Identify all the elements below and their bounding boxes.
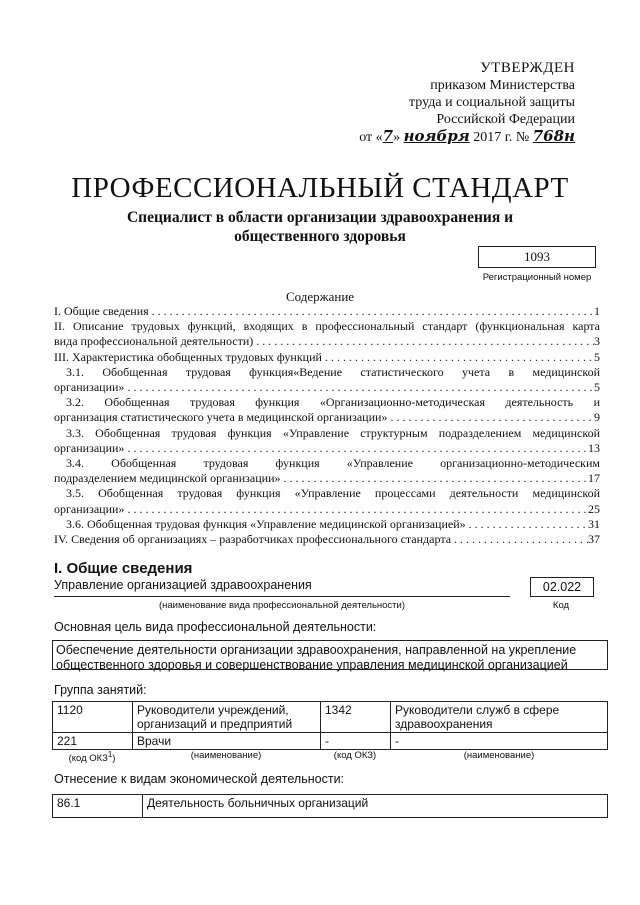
toc-title: Содержание (285, 289, 355, 304)
toc-item[interactable]: 3.5. Обобщенная трудовая функция «Управление процессами деятельности медицинской (66, 486, 600, 501)
toc-item[interactable]: организации» . . . 25 (54, 502, 600, 517)
toc-item[interactable]: 3.3. Обобщенная трудовая функция «Управление структурным подразделением медицинской (66, 425, 600, 440)
table-row (53, 702, 608, 733)
code-caption: Код (552, 600, 570, 611)
document-title: ПРОФЕССИОНАЛЬНЫЙ СТАНДАРТ (71, 172, 569, 204)
toc-item[interactable]: подразделением медицинской организации» . . . 17 (54, 471, 600, 486)
approval-heading: УТВЕРЖДЕН (480, 60, 575, 76)
okved-name: Деятельность больничных организаций (143, 795, 608, 818)
goal-label: Основная цель вида профессиональной деятельности: (54, 620, 377, 634)
table-row (53, 733, 608, 750)
toc-item[interactable]: IV. Сведения об организациях – разработчиках профессионального стандарта . . . 37 (54, 532, 600, 547)
table-of-contents (54, 304, 600, 547)
registration-number: 1093 (478, 246, 596, 268)
table-row (53, 795, 608, 818)
occupation-name: Руководители служб в сфере здравоохранения (391, 702, 608, 733)
occupation-name: - (391, 733, 608, 750)
section-heading: I. Общие сведения (54, 560, 193, 577)
econ-table (52, 794, 608, 818)
toc-item[interactable]: организации» . . . 5 (54, 380, 600, 395)
toc-item[interactable]: II. Описание трудовых функций, входящих в профессиональный стандарт (функциональная карта (54, 319, 600, 334)
activity-caption: (наименование вида профессиональной деятельности) (158, 600, 406, 611)
toc-item[interactable]: I. Общие сведения . . . 1 (54, 304, 600, 319)
document-subtitle: Специалист в области организации здравоохранения и общественного здоровья (126, 209, 514, 245)
activity-underline (54, 596, 510, 597)
okz-code: 1342 (321, 702, 391, 733)
approval-month: ноября (403, 127, 470, 145)
approval-date: от «7» ноября 2017 г. № 768н (359, 127, 575, 145)
okz-code: - (321, 733, 391, 750)
goal-box: Обеспечение деятельности организации здравоохранения, направленной на укрепление общественного здоровья и совершенствование управления медицинской организацией (52, 640, 608, 670)
approval-line: приказом Министерства (430, 78, 575, 93)
okz-code: 221 (53, 733, 133, 750)
occupation-name: Врачи (133, 733, 321, 750)
approval-day: 7 (382, 127, 394, 145)
toc-item[interactable]: организации» . . . 13 (54, 441, 600, 456)
okz-code: 1120 (53, 702, 133, 733)
toc-item[interactable]: 3.4. Обобщенная трудовая функция «Управление организационно-методическим (66, 456, 600, 471)
activity-code: 02.022 (530, 577, 594, 597)
registration-label: Регистрационный номер (482, 272, 592, 283)
group-label: Группа занятий: (54, 683, 147, 697)
occupations-table (52, 701, 608, 750)
toc-item[interactable]: 3.1. Обобщенная трудовая функция«Ведение статистического учета в медицинской (66, 364, 600, 379)
approval-number: 768н (532, 127, 575, 145)
toc-item[interactable]: III. Характеристика обобщенных трудовых функций . . . 5 (54, 350, 600, 365)
approval-line: труда и социальной защиты (409, 95, 575, 110)
name-caption: (наименование) (190, 750, 262, 761)
toc-item[interactable]: организация статистического учета в медицинской организации» . . . 9 (54, 410, 600, 425)
toc-item[interactable]: вида профессиональной деятельности) . . . 3 (54, 334, 600, 349)
toc-item[interactable]: 3.6. Обобщенная трудовая функция «Управление медицинской организацией» . . . 31 (54, 517, 600, 532)
econ-label: Отнесение к видам экономической деятельности: (54, 772, 345, 786)
activity-name: Управление организацией здравоохранения (54, 578, 312, 592)
approval-block (0, 60, 575, 146)
approval-line: Российской Федерации (436, 112, 575, 127)
okz-caption: (код ОКЗ$^1$) (68, 750, 116, 765)
okved-code: 86.1 (53, 795, 143, 818)
toc-item[interactable]: 3.2. Обобщенная трудовая функция «Организационно-методическая деятельность и (66, 395, 600, 410)
occupation-name: Руководители учреждений, организаций и предприятий (133, 702, 321, 733)
okz-caption: (код ОКЗ) (333, 750, 377, 761)
name-caption: (наименование) (463, 750, 535, 761)
